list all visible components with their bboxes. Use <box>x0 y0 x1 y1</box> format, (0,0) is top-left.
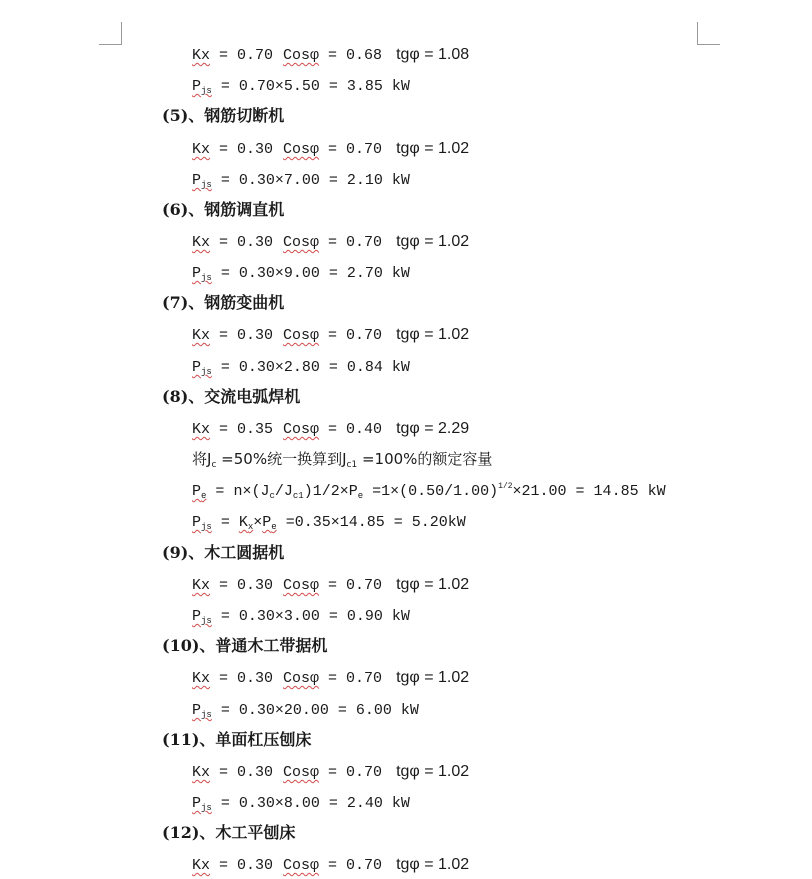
tg-phi-value: tgφ = 1.08 <box>396 46 470 63</box>
kx-value: Kx = 0.30 <box>192 577 274 594</box>
kx-symbol: Kx <box>192 764 211 781</box>
kx-symbol: Kx <box>192 670 211 687</box>
p-e-symbol-subscript: e <box>201 491 207 501</box>
kx-symbol: Kx <box>192 577 211 594</box>
cos-phi-value: Cosφ = 0.70 <box>283 857 383 874</box>
tg-phi-value: tgφ = 2.29 <box>396 420 470 437</box>
pjs-result: =0.35×14.85 = 5.20kW <box>276 514 466 531</box>
tg-phi-value: tgφ = 1.02 <box>396 669 470 686</box>
pe-formula-line <box>192 477 666 503</box>
pe-term-2: $n\times(J_c$ <box>233 483 275 501</box>
jc1-subscript: c1 <box>346 460 358 470</box>
coefficient-line <box>192 664 469 690</box>
section-heading: (11)、单面杠压刨床 <box>162 730 312 749</box>
p-js-symbol: $P_{js}$ <box>192 514 212 532</box>
power-calc-line <box>192 166 410 192</box>
section-heading: (8)、交流电弧焊机 <box>162 387 301 406</box>
coefficient-line <box>192 228 469 254</box>
power-calc-line <box>192 259 410 285</box>
section-heading: (10)、普通木工带据机 <box>162 636 328 655</box>
tg-phi-value: tgφ = 1.02 <box>396 856 470 873</box>
cos-phi-symbol: Cosφ <box>283 327 320 344</box>
tg-phi-value: tgφ = 1.02 <box>396 763 470 780</box>
power-formula: = 0.30×9.00 = 2.70 kW <box>211 265 410 282</box>
p-js-symbol: $P_{js}$ <box>192 265 212 283</box>
coefficient-line <box>192 415 469 441</box>
k-x-symbol-subscript: x <box>247 522 254 532</box>
p-js-symbol-subscript: js <box>201 180 212 190</box>
power-formula: = 0.30×2.80 = 0.84 kW <box>211 359 410 376</box>
crop-mark-top-left <box>99 22 122 45</box>
cos-phi-symbol: Cosφ <box>283 577 320 594</box>
p-js-symbol: $P_{js}$ <box>192 78 212 96</box>
section-heading: (5)、钢筋切断机 <box>162 106 285 125</box>
p-js-symbol: $P_{js}$ <box>192 172 212 190</box>
cos-phi-value: Cosφ = 0.70 <box>283 764 383 781</box>
pe-pe-sub: e <box>357 491 364 501</box>
jc-subscript: c <box>211 460 217 470</box>
tg-phi-value: tgφ = 1.02 <box>396 576 470 593</box>
kx-symbol: Kx <box>192 47 211 64</box>
power-calc-line <box>192 789 410 815</box>
power-calc-line <box>192 602 410 628</box>
power-formula: = 0.30×8.00 = 2.40 kW <box>211 795 410 812</box>
cos-phi-symbol: Cosφ <box>283 141 320 158</box>
cos-phi-symbol: Cosφ <box>283 47 320 64</box>
pe-term-6: ×21.00 = 14.85 kW <box>512 483 666 500</box>
pe-jc-sub: c <box>269 491 275 501</box>
p-js-symbol-subscript: js <box>201 803 212 813</box>
coefficient-line <box>192 851 469 877</box>
kx-symbol: Kx <box>192 857 211 874</box>
pe-eq: = <box>206 483 234 500</box>
cos-phi-symbol: Cosφ <box>283 857 320 874</box>
p-js-symbol-subscript: js <box>201 710 212 720</box>
tg-phi-value: tgφ = 1.02 <box>396 326 470 343</box>
cos-phi-value: Cosφ = 0.68 <box>283 47 383 64</box>
p-e-symbol: $P_e$ <box>262 514 277 532</box>
kx-symbol: Kx <box>192 234 211 251</box>
p-js-symbol-subscript: js <box>201 86 212 96</box>
section-heading: (12)、木工平刨床 <box>162 823 296 842</box>
cos-phi-symbol: Cosφ <box>283 234 320 251</box>
cos-phi-symbol: Cosφ <box>283 670 320 687</box>
cos-phi-value: Cosφ = 0.70 <box>283 670 383 687</box>
p-e-symbol-subscript: e <box>271 522 277 532</box>
pe-term-5: $=1\times(0.50/1.00)^{1/2}$ <box>363 482 513 500</box>
pe-jc1-sub: c1 <box>292 491 304 501</box>
power-formula: = 0.30×3.00 = 0.90 kW <box>211 608 410 625</box>
k-x-symbol: $K_x$ <box>238 514 254 532</box>
kx-value: Kx = 0.30 <box>192 234 274 251</box>
power-formula: = 0.30×7.00 = 2.10 kW <box>211 172 410 189</box>
section-heading: (7)、钢筋变曲机 <box>162 293 285 312</box>
pe-term-3: $/J_{c1}$ <box>274 483 304 501</box>
power-calc-line <box>192 696 419 722</box>
coefficient-line <box>192 571 469 597</box>
p-js-symbol: $P_{js}$ <box>192 608 212 626</box>
conversion-note <box>192 446 492 472</box>
p-js-symbol: $P_{js}$ <box>192 359 212 377</box>
cos-phi-value: Cosφ = 0.40 <box>283 421 383 438</box>
kx-value: Kx = 0.30 <box>192 327 274 344</box>
p-e-symbol: $P_e$ <box>192 483 207 501</box>
conversion-text-a: 将$J_c$ <box>192 450 217 470</box>
p-js-symbol-subscript: js <box>201 273 212 283</box>
cos-phi-value: Cosφ = 0.70 <box>283 327 383 344</box>
kx-value: Kx = 0.30 <box>192 141 274 158</box>
p-js-symbol-subscript: js <box>201 522 212 532</box>
power-formula: = 0.70×5.50 = 3.85 kW <box>211 78 410 95</box>
pe-exponent: 1/2 <box>498 482 513 491</box>
kx-value: Kx = 0.30 <box>192 670 274 687</box>
pjs-times: × <box>253 514 263 531</box>
conversion-text-c: =100%的额定容量 <box>357 450 493 468</box>
coefficient-line <box>192 758 469 784</box>
conversion-text-b: =50%统一换算到$J_{c1}$ <box>216 450 358 470</box>
cos-phi-symbol: Cosφ <box>283 764 320 781</box>
tg-phi-value: tgφ = 1.02 <box>396 233 470 250</box>
cos-phi-value: Cosφ = 0.70 <box>283 234 383 251</box>
tg-phi-value: tgφ = 1.02 <box>396 140 470 157</box>
kx-value: Kx = 0.35 <box>192 421 274 438</box>
pe-term-4: )$1/2\times P_e$ <box>303 483 364 501</box>
power-formula: = 0.30×20.00 = 6.00 kW <box>211 702 419 719</box>
kx-value: Kx = 0.70 <box>192 47 274 64</box>
cos-phi-symbol: Cosφ <box>283 421 320 438</box>
pjs-welder-line <box>192 508 466 534</box>
kx-symbol: Kx <box>192 421 211 438</box>
coefficient-line <box>192 135 469 161</box>
cos-phi-value: Cosφ = 0.70 <box>283 141 383 158</box>
section-heading: (6)、钢筋调直机 <box>162 200 285 219</box>
pjs-eq: = <box>211 514 239 531</box>
coefficient-line <box>192 321 469 347</box>
p-js-symbol: $P_{js}$ <box>192 795 212 813</box>
power-calc-line <box>192 353 410 379</box>
kx-value: Kx = 0.30 <box>192 764 274 781</box>
section-heading: (9)、木工圆据机 <box>162 543 285 562</box>
cos-phi-value: Cosφ = 0.70 <box>283 577 383 594</box>
crop-mark-top-right <box>697 22 720 45</box>
p-js-symbol: $P_{js}$ <box>192 702 212 720</box>
kx-value: Kx = 0.30 <box>192 857 274 874</box>
coefficient-line <box>192 41 469 67</box>
kx-symbol: Kx <box>192 141 211 158</box>
power-calc-line <box>192 72 410 98</box>
kx-symbol: Kx <box>192 327 211 344</box>
p-js-symbol-subscript: js <box>201 616 212 626</box>
p-js-symbol-subscript: js <box>201 367 212 377</box>
